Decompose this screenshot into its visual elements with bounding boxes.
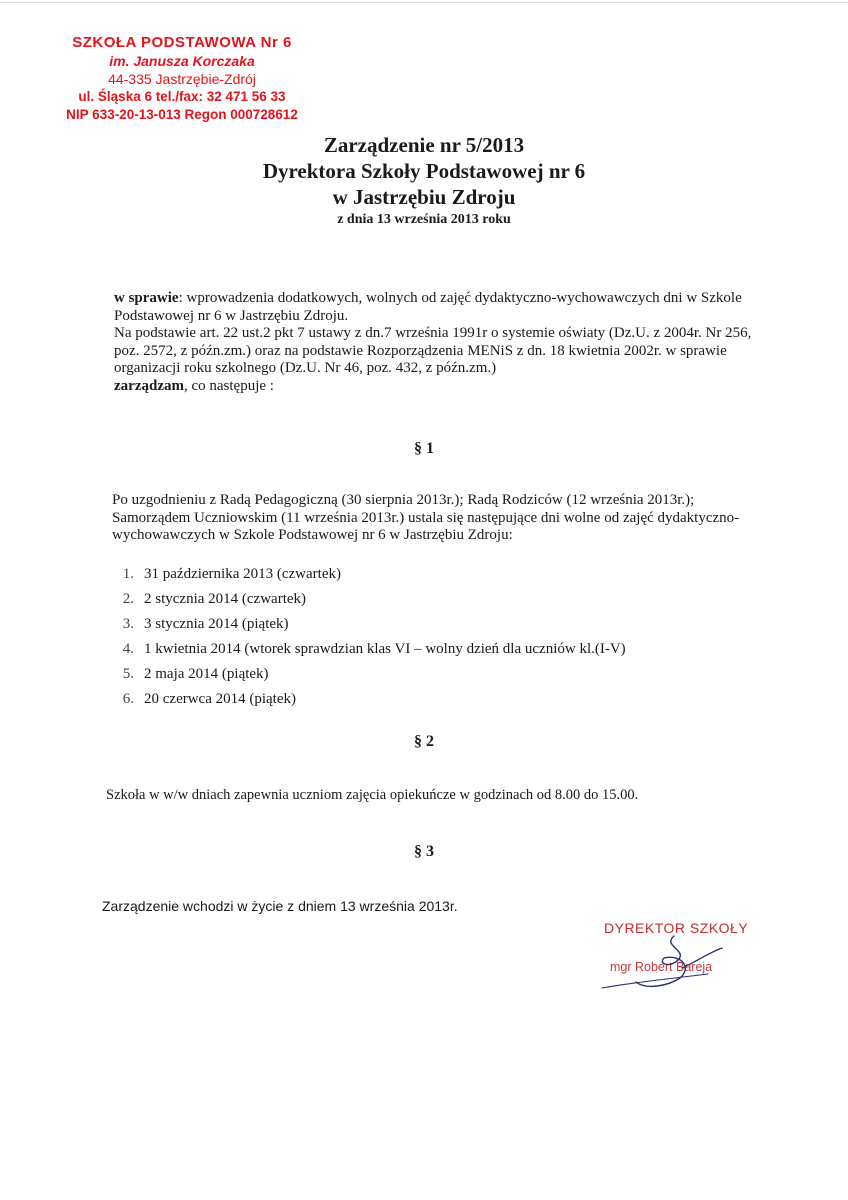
list-item-text: 2 maja 2014 (piątek): [144, 666, 269, 682]
intro-basis: Na podstawie art. 22 ust.2 pkt 7 ustawy z dn.7 września 1991r o systemie oświaty (Dz.U. z 2004r. Nr 256, poz. 2572, z późn.zm.) oraz na podstawie Rozporządzenia MENiS z dn. 18 kwietnia 2002r. w sprawie organizacji roku szkolnego (Dz.U. Nr 46, poz. 432, z późn.zm.): [114, 325, 752, 376]
list-item-text: 2 stycznia 2014 (czwartek): [144, 591, 307, 607]
school-stamp: [52, 34, 312, 124]
handwritten-signature: [596, 924, 746, 1004]
list-item: [104, 587, 744, 612]
director-title: DYREKTOR SZKOŁY: [604, 920, 749, 936]
section-3-text: Zarządzenie wchodzi w życie z dniem 13 września 2013r.: [102, 898, 458, 914]
document-issuer: Dyrektora Szkoły Podstawowej nr 6: [262, 159, 586, 183]
scan-edge-line: [0, 2, 848, 3]
free-days-list: [104, 562, 744, 712]
list-item-number: 3.: [122, 616, 134, 632]
list-item-text: 31 października 2013 (czwartek): [144, 566, 341, 582]
list-item: [104, 662, 744, 687]
list-item: [104, 637, 744, 662]
list-item-text: 1 kwietnia 2014 (wtorek sprawdzian klas VI – wolny dzień dla uczniów kl.(I-V): [144, 641, 626, 657]
section-2-text: Szkoła w w/w dniach zapewnia uczniom zajęcia opiekuńcze w godzinach od 8.00 do 15.00.: [106, 787, 639, 803]
stamp-line-city: 44-335 Jastrzębie-Zdrój: [108, 71, 256, 87]
document-date: z dnia 13 września 2013 roku: [337, 212, 511, 227]
list-item-number: 4.: [122, 641, 134, 657]
list-item-text: 3 stycznia 2014 (piątek): [144, 616, 289, 632]
list-item-text: 20 czerwca 2014 (piątek): [144, 691, 297, 707]
director-name: mgr Robert Bareja: [610, 960, 713, 974]
intro-paragraph: [114, 290, 754, 395]
document-location: w Jastrzębiu Zdroju: [332, 185, 516, 209]
intro-lead: w sprawie: [114, 290, 179, 306]
list-item-number: 1.: [122, 566, 134, 582]
list-item-number: 2.: [122, 591, 134, 607]
section-3-heading: § 3: [414, 843, 434, 860]
list-item: [104, 612, 744, 637]
intro-order-tail: , co następuje :: [183, 377, 274, 394]
section-1-text: Po uzgodnieniu z Radą Pedagogiczną (30 sierpnia 2013r.); Radą Rodziców (12 września 2013r.); Samorządem Uczniowskim (11 września 2013r.) ustala się następujące dni wolne od zajęć dydaktyczno-wychowawczych w Szkole Podstawowej nr 6 w Jastrzębiu Zdroju:: [112, 492, 740, 543]
list-item-number: 6.: [122, 691, 134, 707]
list-item-number: 5.: [122, 666, 134, 682]
document-title: Zarządzenie nr 5/2013: [323, 133, 525, 157]
section-2-heading: § 2: [414, 733, 434, 750]
document-header: [0, 132, 848, 230]
section-1-heading: § 1: [414, 440, 434, 457]
stamp-line-nip: NIP 633-20-13-013 Regon 000728612: [66, 107, 298, 122]
intro-order: zarządzam: [114, 377, 184, 394]
stamp-line-address: ul. Śląska 6 tel./fax: 32 471 56 33: [78, 89, 286, 104]
list-item: [104, 687, 744, 712]
stamp-line-patron: im. Janusza Korczaka: [109, 53, 255, 69]
stamp-line-school: SZKOŁA PODSTAWOWA Nr 6: [72, 34, 292, 51]
intro-subject: : wprowadzenia dodatkowych, wolnych od zajęć dydaktyczno-wychowawczych dni w Szkole Podstawowej nr 6 w Jastrzębiu Zdroju.: [114, 290, 742, 324]
list-item: [104, 562, 744, 587]
